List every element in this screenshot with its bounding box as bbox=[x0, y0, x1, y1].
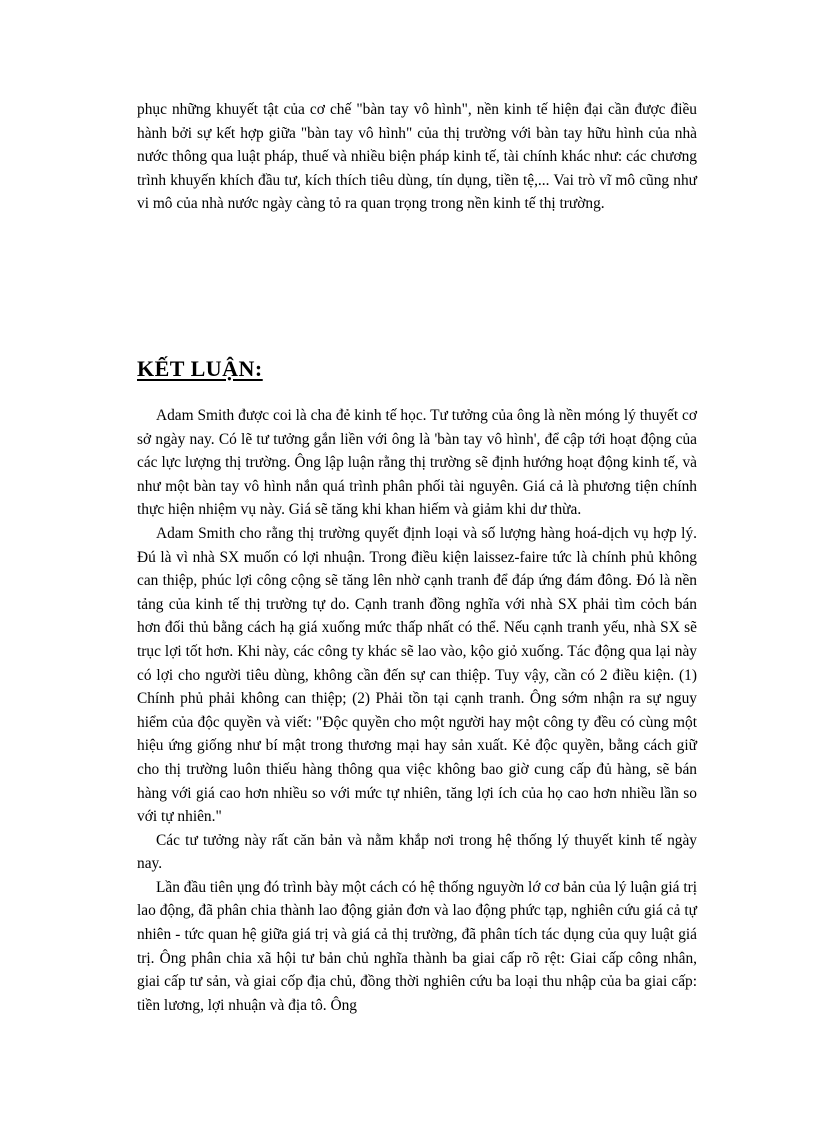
conclusion-body bbox=[137, 404, 697, 1017]
conclusion-paragraph-4: Lần đầu tiên ụng đó trình bày một cách có hệ thống nguyờn lớ cơ bản của lý luận giá trị lao động, đã phân chia thành lao động giản đơn và lao động phức tạp, nghiên cứu giá cả tự nhiên - tức quan hệ giữa giá trị và giá cả thị trường, đã phân tích tác dụng của quy luật giá trị. Ông phân chia xã hội tư bản chủ nghĩa thành ba giai cấp rõ rệt: Giai cấp công nhân, giai cấp tư sản, và giai cốp địa chủ, đồng thời nghiên cứu ba loại thu nhập của ba giai cấp: tiền lương, lợi nhuận và địa tô. Ông bbox=[137, 878, 697, 1014]
intro-section bbox=[137, 98, 697, 216]
conclusion-paragraph-1: Adam Smith được coi là cha đẻ kinh tế học. Tư tưởng của ông là nền móng lý thuyết cơ sở ngày nay. Có lẽ tư tưởng gắn liền với ông là 'bàn tay vô hình', để cập tới hoạt động của các lực lượng thị trường. Ông lập luận rằng thị trường sẽ định hướng hoạt động kinh tế, và như một bàn tay vô hình nắn quá trình phân phối tài nguyên. Giá cả là phương tiện chính thực hiện nhiệm vụ này. Giá sẽ tăng khi khan hiếm và giảm khi dư thừa. bbox=[137, 407, 697, 519]
conclusion-heading: KẾT LUẬN: bbox=[137, 356, 263, 381]
conclusion-paragraph-2: Adam Smith cho rằng thị trường quyết định loại và số lượng hàng hoá-dịch vụ hợp lý. Đú là vì nhà SX muốn có lợi nhuận. Trong điều kiện laissez-faire tức là chính phủ không can thiệp, phúc lợi công cộng sẽ tăng lên nhờ cạnh tranh để đáp ứng đám đông. Đó là nền tảng của kinh tế thị trường tự do. Cạnh tranh đồng nghĩa với nhà SX phải tìm cỏch bán hơn đối thủ bằng cách hạ giá xuống mức thấp nhất có thể. Nếu cạnh tranh yếu, nhà SX sẽ trục lợi tốt hơn. Khi này, các công ty khác sẽ lao vào, kộo giỏ xuống. Tác động qua lại này có lợi cho người tiêu dùng, không cần đến sự can thiệp. Tuy vậy, cần có 2 điều kiện. (1) Chính phủ phải không can thiệp; (2) Phải tồn tại cạnh tranh. Ông sớm nhận ra sự nguy hiểm của độc quyền và viết: "Độc quyền cho một người hay một công ty đều có cùng một hiệu ứng giống như bí mật trong thương mại hay sản xuất. Kẻ độc quyền, bằng cách giữ cho thị trường luôn thiếu hàng thông qua việc không bao giờ cung cấp đủ hàng, sẽ bán hàng với giá cao hơn nhiều so với mức tự nhiên, tăng lợi ích của họ cao hơn nhiều lần so với tự nhiên." bbox=[137, 524, 697, 826]
conclusion-paragraph-3: Các tư tưởng này rất căn bản và nằm khắp nơi trong hệ thống lý thuyết kinh tế ngày nay. bbox=[137, 831, 697, 873]
intro-paragraph: phục những khuyết tật của cơ chế "bàn tay vô hình", nền kinh tế hiện đại cần được điều hành bởi sự kết hợp giữa "bàn tay vô hình" của thị trường với bàn tay hữu hình của nhà nước thông qua luật pháp, thuế và nhiều biện pháp kinh tế, tài chính khác như: các chương trình khuyến khích đầu tư, kích thích tiêu dùng, tín dụng, tiền tệ,... Vai trò vĩ mô cũng như vi mô của nhà nước ngày càng tỏ ra quan trọng trong nền kinh tế thị trường. bbox=[137, 101, 697, 213]
